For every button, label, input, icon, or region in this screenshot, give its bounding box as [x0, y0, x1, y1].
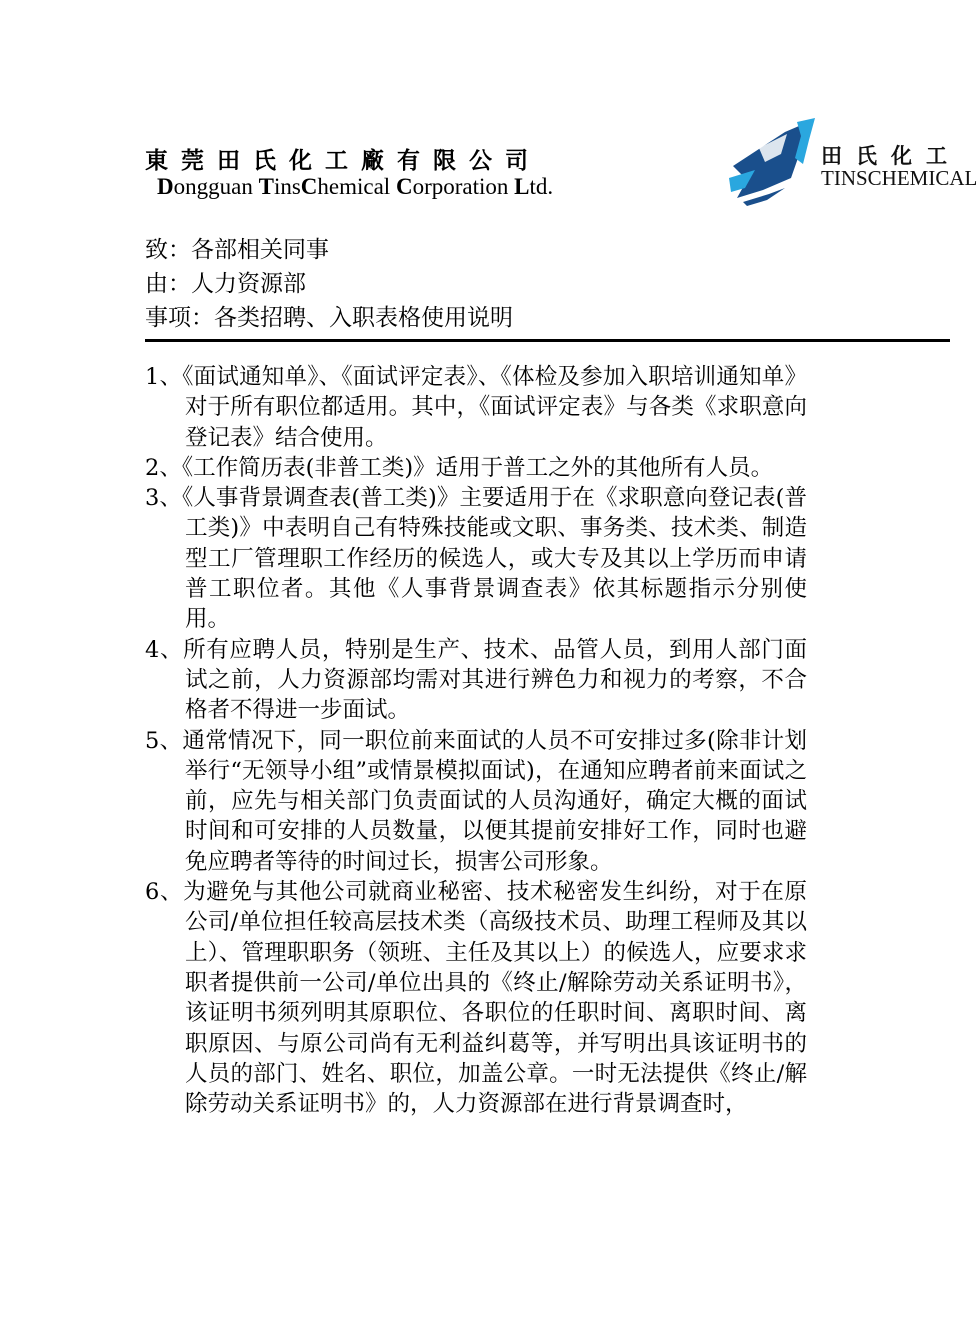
company-logo	[725, 118, 977, 208]
company-name-segment: ongguan	[173, 174, 259, 199]
company-name-english	[157, 174, 553, 200]
list-item: 6、为避免与其他公司就商业秘密、技术秘密发生纠纷，对于在原公司/单位担任较高层技术类（高级技术员、助理工程师及其以上）、管理职职务（领班、主任及其以上）的候选人，应要求求职者提供前一公司/单位出具的《终止/解除劳动关系证明书》，该证明书须列明其原职位、各职位的任职时间、离职时间、离职原因、与原公司尚有无利益纠葛等，并写明出具该证明书的人员的部门、姓名、职位，加盖公章。一时无法提供《终止/解除劳动关系证明书》的，人力资源部在进行背景调查时，	[145, 879, 807, 1118]
instruction-list	[145, 362, 807, 1119]
header-divider	[145, 339, 950, 342]
memo-to: 致：各部相关同事	[145, 237, 329, 263]
company-name-segment: td.	[529, 174, 554, 199]
company-name-segment: orporation	[412, 174, 515, 199]
memo-block	[145, 233, 513, 335]
logo-mark-icon	[725, 118, 820, 208]
company-name-segment: C	[395, 174, 413, 199]
list-item: 1、《面试通知单》、《面试评定表》、《体检及参加入职培训通知单》对于所有职位都适用。其中，《面试评定表》与各类《求职意向登记表》结合使用。	[145, 364, 807, 451]
company-name-segment: L	[514, 174, 530, 199]
company-name-segment: ins	[273, 174, 301, 199]
logo-english-text: TINSCHEMICAL	[821, 166, 977, 190]
company-name-segment: hemical	[317, 174, 396, 199]
company-name-segment: D	[157, 174, 174, 199]
company-name-chinese: 東莞田氏化工廠有限公司	[145, 147, 541, 174]
company-name-segment: C	[300, 174, 318, 199]
list-item: 4、所有应聘人员，特别是生产、技术、品管人员，到用人部门面试之前，人力资源部均需对其进行辨色力和视力的考察，不合格者不得进一步面试。	[145, 636, 807, 724]
memo-subject: 事项：各类招聘、入职表格使用说明	[145, 305, 513, 331]
list-item: 5、通常情况下，同一职位前来面试的人员不可安排过多(除非计划举行“无领导小组”或情景模拟面试)，在通知应聘者前来面试之前，应先与相关部门负责面试的人员沟通好，确定大概的面试时间和可安排的人员数量，以便其提前安排好工作，同时也避免应聘者等待的时间过长，损害公司形象。	[145, 727, 807, 875]
list-item: 3、《人事背景调查表(普工类)》主要适用于在《求职意向登记表(普工类)》中表明自己有特殊技能或文职、事务类、技术类、制造型工厂管理职工作经历的候选人，或大专及其以上学历而申请普工职位者。其他《人事背景调查表》依其标题指示分别使用。	[145, 485, 807, 633]
list-item: 2、《工作简历表(非普工类)》适用于普工之外的其他所有人员。	[145, 454, 774, 481]
logo-chinese-text: 田氏化工	[821, 143, 961, 168]
memo-from: 由：人力资源部	[145, 271, 306, 297]
company-name-segment: T	[258, 174, 274, 199]
